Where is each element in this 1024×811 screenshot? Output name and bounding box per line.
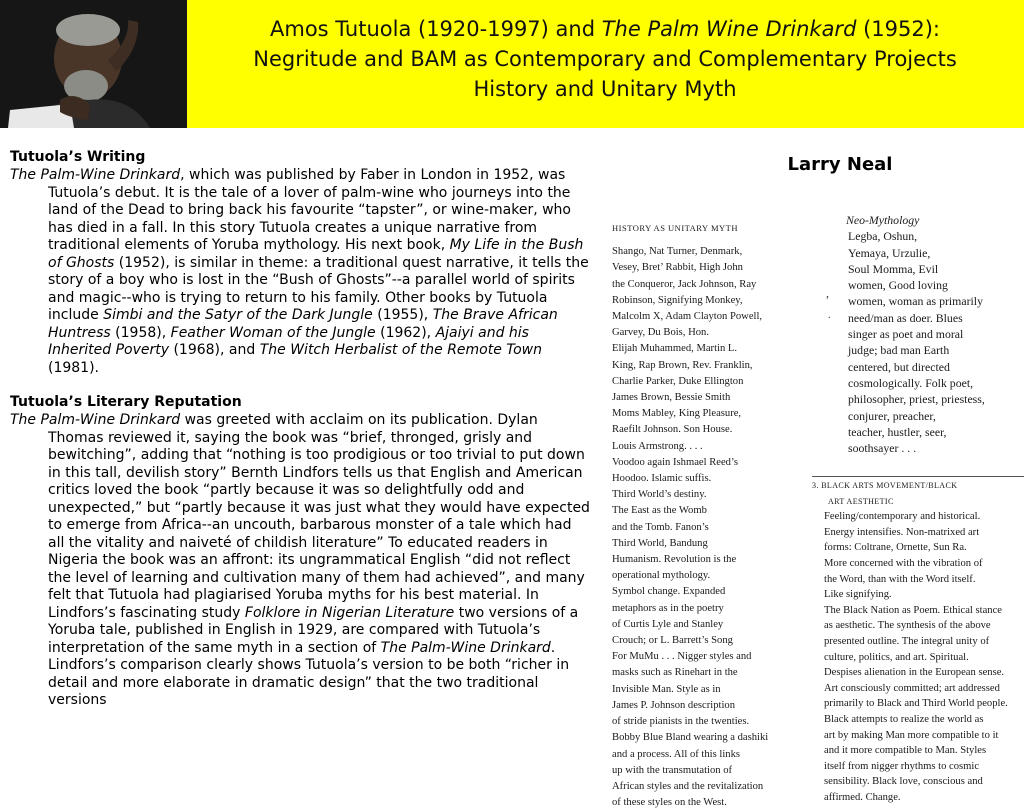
text-segment: (1962),: [375, 324, 436, 341]
scan-line: Symbol change. Expanded: [612, 586, 726, 598]
title-reference: The Palm-Wine Drinkard: [380, 639, 551, 656]
scan-line: Louis Armstrong. . . .: [612, 440, 703, 452]
scan-line: as aesthetic. The synthesis of the above: [824, 620, 991, 632]
scan-line: the Word, than with the Word itself.: [824, 573, 976, 585]
scan-line: sensibility. Black love, conscious and: [824, 776, 983, 788]
scan-line: King, Rap Brown, Rev. Franklin,: [612, 359, 753, 371]
scan-line: Humanism. Revolution is the: [612, 554, 737, 566]
main-text-column: [10, 148, 590, 710]
scan-neo-mythology: [836, 212, 1012, 456]
text-segment: (1958),: [110, 324, 171, 341]
title-reference: Simbi and the Satyr of the Dark Jungle: [103, 307, 373, 323]
scan-line: operational mythology.: [612, 570, 711, 582]
scan-line: judge; bad man Earth: [848, 343, 950, 358]
scan-mark: ,: [826, 286, 829, 300]
scan-line: More concerned with the vibration of: [824, 557, 983, 569]
scan-line: Like signifying.: [824, 589, 892, 601]
title-reference: The Brave African Huntress: [48, 307, 558, 341]
scan-lines-bam: [810, 509, 1024, 805]
scan-line: Legba, Oshun,: [848, 229, 918, 244]
scan-line: women, Good loving: [848, 278, 948, 293]
scan-line: Hoodoo. Islamic suffis.: [612, 473, 712, 485]
scan-line: Robinson, Signifying Monkey,: [612, 294, 743, 306]
scan-line: teacher, hustler, seer,: [848, 424, 947, 439]
title-reference: The Palm-Wine Drinkard: [10, 412, 181, 428]
title-banner: [0, 0, 1024, 128]
scan-line: and a process. All of this links: [612, 748, 740, 760]
scan-line: primarily to Black and Third World people.: [824, 698, 1008, 710]
section-heading-writing: Tutuola’s Writing: [10, 149, 146, 165]
scan-line: affirmed. Change.: [824, 791, 901, 803]
scan-line: For MuMu . . . Nigger styles and: [612, 651, 752, 663]
reputation-paragraph: [10, 412, 590, 710]
scan-line: need/man as doer. Blues: [848, 310, 963, 325]
author-photo: [0, 0, 187, 128]
scan-heading-bam-2: ART AESTHETIC: [828, 496, 894, 506]
title-reference: Folklore in Nigerian Literature: [244, 604, 455, 621]
scan-line: Vesey, Bret’ Rabbit, High John: [612, 262, 743, 274]
scan-line: James Brown, Bessie Smith: [612, 392, 731, 404]
scan-line: philosopher, priest, priestess,: [848, 392, 985, 407]
scan-line: Black attempts to realize the world as: [824, 713, 984, 725]
scan-line: Third World, Bandung: [612, 537, 708, 549]
scan-line: the Conqueror, Jack Johnson, Ray: [612, 278, 757, 290]
title-line-2: Negritude and BAM as Contemporary and Complementary Projects: [253, 47, 957, 71]
scan-line: Feeling/contemporary and historical.: [824, 511, 981, 523]
scan-line: masks such as Rinehart in the: [612, 667, 738, 679]
text-segment: was greeted with acclaim on its publication. Dylan Thomas reviewed it, saying the book was “brief, thronged, grisly and bewitching”, adding that “nothing is too prodigious or too trivial to put down in this tall, devilish story” Bernth Lindfors tells us that English and American critics loved the book “partly because it was so delightfully odd and unexpected,” but “partly because it was just what they would have expected to emerge from Africa--an uncouth, barbarous monster of a tale which had all the vitality and naiveté of childish literature” To educated readers in Nigeria the book was an affront: its ungrammatical English “did not reflect the level of learning and cultivation many of them had achieved”, and many felt that Tutuola had plagiarised Yoruba myths for his best material. In Lindfors’s fascinating study: [48, 412, 590, 621]
scan-line: and it more compatible to Man. Styles: [824, 745, 987, 757]
scan-black-arts-movement: [810, 476, 1024, 803]
section-heading-reputation: Tutuola’s Literary Reputation: [10, 394, 242, 410]
scan-line: metaphors as in the poetry: [612, 602, 724, 614]
scan-line: James P. Johnson description: [612, 699, 736, 711]
scan-heading-bam-1: 3. BLACK ARTS MOVEMENT/BLACK: [812, 476, 1024, 494]
text-segment: . Lindfors’s comparison clearly shows Tutuola’s version to be both “richer in detail and more elaborate in dramatic design” that the two traditional versions: [48, 639, 570, 708]
writing-paragraph: [10, 167, 590, 377]
scan-line: up with the transmutation of: [612, 764, 733, 776]
scan-heading-neo-mythology: Neo-Mythology: [846, 213, 920, 227]
scan-line: Moms Mabley, King Pleasure,: [612, 408, 742, 420]
scan-line: Garvey, Du Bois, Hon.: [612, 327, 709, 339]
scan-line: Elijah Muhammed, Martin L.: [612, 343, 738, 355]
scan-line: and the Tomb. Fanon’s: [612, 521, 709, 533]
scan-line: conjurer, preacher,: [848, 408, 936, 423]
title-reference: Ajaiyi and his Inherited Poverty: [48, 324, 529, 358]
scan-line: Charlie Parker, Duke Ellington: [612, 375, 744, 387]
scan-line: Voodoo again Ishmael Reed’s: [612, 456, 739, 468]
scan-lines-neo-mythology: [836, 228, 1012, 456]
title-reference: Feather Woman of the Jungle: [170, 324, 376, 341]
scan-mark-2: .: [828, 310, 831, 321]
scan-line: Despises alienation in the European sense.: [824, 667, 1005, 679]
scan-line: The East as the Womb: [612, 505, 707, 517]
scan-line: Energy intensifies. Non-matrixed art: [824, 526, 980, 538]
title-reference: The Palm-Wine Drinkard: [10, 167, 181, 183]
scan-line: of stride pianists in the twenties.: [612, 716, 750, 728]
scan-history-unitary-myth: [612, 216, 840, 809]
scan-line: Yemaya, Urzulie,: [848, 245, 931, 260]
scan-line: Bobby Blue Bland wearing a dashiki: [612, 732, 769, 744]
scan-line: singer as poet and moral: [848, 327, 964, 342]
text-segment: (1952), is similar in theme: a traditional quest narrative, it tells the story of a boy who is lost in the “Bush of Ghosts”--a parallel world of spirits and magic--who is trying to return to his family. Other books by Tutuola include: [48, 254, 589, 323]
scan-line: Shango, Nat Turner, Denmark,: [612, 246, 743, 258]
scan-line: Malcolm X, Adam Clayton Powell,: [612, 311, 763, 323]
scan-line: culture, politics, and art. Spiritual.: [824, 651, 969, 663]
scan-lines-history: [612, 244, 840, 811]
scan-line: Invisible Man. Style as in: [612, 683, 721, 695]
title-reference: My Life in the Bush of Ghosts: [48, 237, 584, 271]
title-line-1: Amos Tutuola (1920-1997) and The Palm Wine Drinkard (1952):: [270, 17, 940, 41]
title-reference: The Witch Herbalist of the Remote Town: [259, 342, 543, 358]
text-segment: (1981).: [48, 359, 100, 376]
scan-line: Raefilt Johnson. Son House.: [612, 424, 733, 436]
scan-heading-history: HISTORY AS UNITARY MYTH: [612, 223, 738, 233]
title-line-3: History and Unitary Myth: [473, 77, 737, 101]
scan-line: Third World’s destiny.: [612, 489, 707, 501]
text-segment: , which was published by Faber in London in 1952, was Tutuola’s debut. It is the tale of a lover of palm-wine who journeys into the land of the Dead to bring back his favourite “tapster”, or wine-maker, who has died in a fall. In this story Tutuola creates a unique narrative from traditional elements of Yoruba mythology. His next book,: [48, 167, 571, 253]
scan-line: of Curtis Lyle and Stanley: [612, 618, 724, 630]
scan-line: soothsayer . . .: [848, 441, 917, 456]
scan-line: African styles and the revitalization: [612, 780, 764, 792]
speaker-portrait-image: [0, 0, 187, 128]
scan-line: forms: Coltrane, Ornette, Sun Ra.: [824, 542, 967, 554]
scan-line: presented outline. The integral unity of: [824, 635, 990, 647]
slide-title: [200, 14, 1010, 104]
scan-line: itself from nigger rhythms to cosmic: [824, 760, 980, 772]
text-segment: (1968), and: [169, 342, 260, 358]
text-segment: (1955),: [372, 307, 433, 323]
scan-line: cosmologically. Folk poet,: [848, 375, 974, 390]
larry-neal-heading: Larry Neal: [787, 154, 893, 175]
scan-line: of these styles on the West.: [612, 797, 727, 809]
scan-line: centered, but directed: [848, 359, 950, 374]
scan-line: Art consciously committed; art addressed: [824, 682, 1000, 694]
text-segment: two versions of a Yoruba tale, published in English in 1929, are compared with Tutuola’s interpretation of the same myth in a section of: [48, 604, 579, 656]
scan-line: The Black Nation as Poem. Ethical stance: [824, 604, 1002, 616]
scan-line: women, woman as primarily: [848, 294, 983, 309]
scan-line: Crouch; or L. Barrett’s Song: [612, 635, 733, 647]
scan-line: art by making Man more compatible to it: [824, 729, 999, 741]
scan-line: Soul Momma, Evil: [848, 261, 939, 276]
